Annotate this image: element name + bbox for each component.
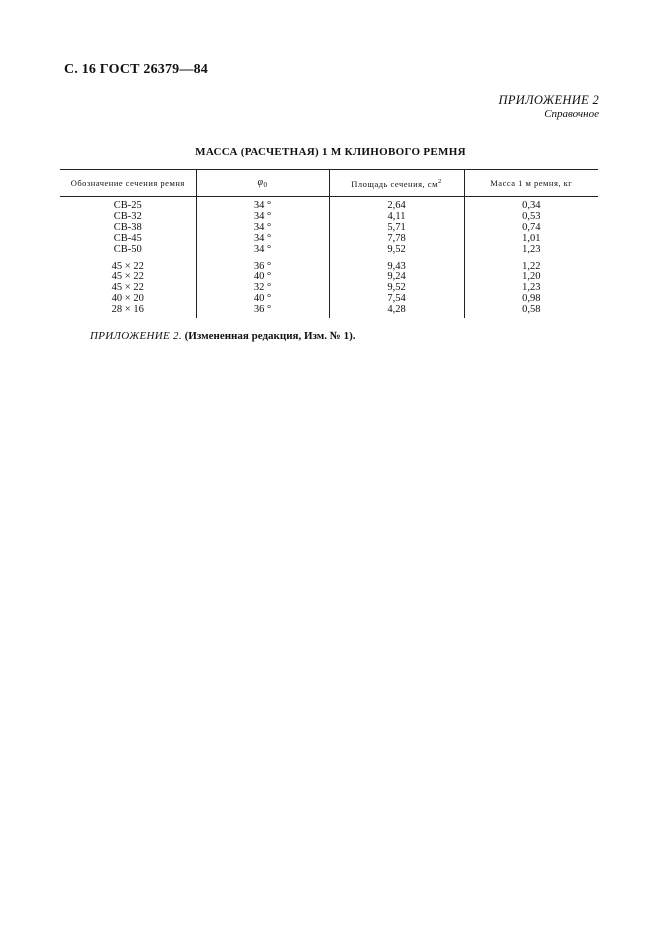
cell-mass: 1,20 — [464, 272, 598, 283]
cell-mass: 1,23 — [464, 283, 598, 294]
appendix-block — [499, 93, 599, 121]
phi-symbol: φ — [257, 177, 264, 188]
cell-area: 5,71 — [329, 223, 464, 234]
appendix-title: ПРИЛОЖЕНИЕ 2 — [498, 93, 599, 107]
cell-angle: 40 ° — [196, 272, 329, 283]
table-body — [60, 197, 598, 319]
cell-mass: 1,23 — [464, 245, 598, 256]
table-title: МАССА (РАСЧЕТНАЯ) 1 М КЛИНОВОГО РЕМНЯ — [195, 146, 466, 158]
cell-area: 4,11 — [329, 212, 464, 223]
cell-area: 9,52 — [329, 283, 464, 294]
cell-angle: 34 ° — [196, 212, 329, 223]
cell-mass: 0,34 — [464, 197, 598, 212]
cell-area: 4,28 — [329, 305, 464, 318]
page-header: С. 16 ГОСТ 26379—84 — [64, 62, 208, 77]
cell-mass: 0,53 — [464, 212, 598, 223]
table-header — [60, 170, 598, 197]
cell-section: СВ-25 — [113, 200, 142, 211]
header-mass: Масса 1 м ремня, кг — [464, 170, 598, 197]
cell-area: 9,24 — [329, 272, 464, 283]
cell-section: СВ-32 — [113, 210, 142, 222]
cell-section: 40 × 20 — [111, 293, 144, 305]
cell-section: 45 × 22 — [111, 260, 144, 272]
cell-area: 2,64 — [329, 197, 464, 212]
cell-mass: 1,01 — [464, 234, 598, 245]
table-row — [60, 234, 598, 245]
cell-section: 28 × 16 — [111, 304, 144, 316]
cell-angle: 34 ° — [196, 234, 329, 245]
header-section: Обозначение сечения ремня — [60, 170, 196, 197]
appendix-subtitle: Справочное — [544, 108, 599, 120]
cell-angle: 34 ° — [196, 245, 329, 256]
cell-mass: 0,74 — [464, 223, 598, 234]
table-row — [60, 245, 598, 256]
table-row — [60, 305, 598, 318]
table-row — [60, 256, 598, 273]
cell-area: 7,54 — [329, 294, 464, 305]
cell-angle: 34 ° — [196, 197, 329, 212]
phi-subscript: 0 — [263, 181, 268, 189]
cell-section: 45 × 22 — [111, 271, 144, 283]
cell-mass: 1,22 — [464, 256, 598, 273]
area-superscript: 2 — [437, 177, 442, 185]
cell-angle: 36 ° — [196, 305, 329, 318]
cell-area: 7,78 — [329, 234, 464, 245]
cell-section: СВ-45 — [113, 232, 142, 244]
cell-angle: 34 ° — [196, 223, 329, 234]
cell-section: СВ-38 — [113, 221, 142, 233]
header-area-label: Площадь сечения, см — [351, 178, 438, 189]
header-area — [329, 170, 464, 197]
cell-angle: 32 ° — [196, 283, 329, 294]
cell-mass: 0,98 — [464, 294, 598, 305]
cell-area: 9,52 — [329, 245, 464, 256]
header-angle — [196, 170, 329, 197]
cell-mass: 0,58 — [464, 305, 598, 318]
amendment-label: ПРИЛОЖЕНИЕ 2. — [90, 330, 182, 342]
cell-angle: 40 ° — [196, 294, 329, 305]
table-row — [60, 197, 598, 212]
mass-table — [60, 169, 598, 318]
amendment-text: (Измененная редакция, Изм. № 1). — [184, 330, 356, 342]
header-row — [60, 170, 598, 197]
cell-angle: 36 ° — [196, 256, 329, 273]
amendment-note — [90, 330, 356, 342]
cell-section: СВ-50 — [113, 243, 142, 255]
cell-section: 45 × 22 — [111, 282, 144, 294]
cell-area: 9,43 — [329, 256, 464, 273]
